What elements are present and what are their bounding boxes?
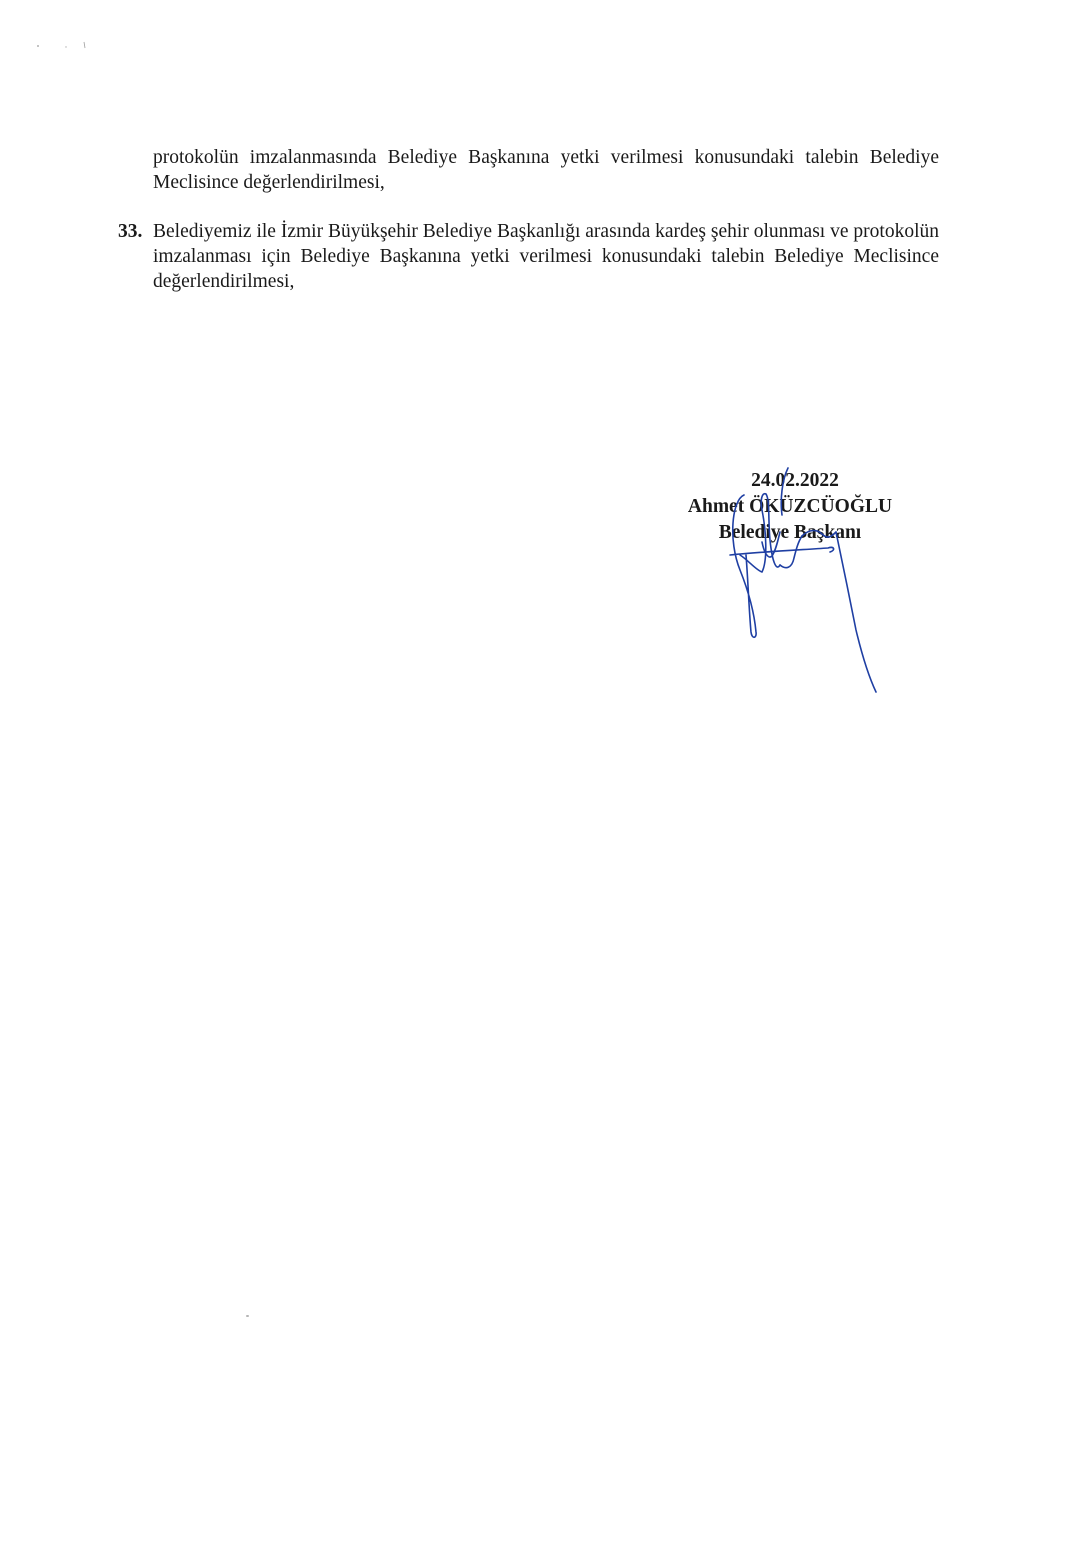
- continued-paragraph: protokolün imzalanmasında Belediye Başkanına yetki verilmesi konusundaki talebin Belediye Meclisince değerlendirilmesi,: [153, 147, 939, 193]
- signature-date: 24.02.2022: [751, 470, 839, 491]
- scan-artifact-marks: [34, 40, 94, 50]
- signatory-name: Ahmet ÖKÜZCÜOĞLU: [687, 496, 893, 517]
- item-number: 33.: [118, 221, 143, 242]
- item-text: Belediyemiz ile İzmir Büyükşehir Belediye Başkanlığı arasında kardeş şehir olunması ve protokolün imzalanması için Belediye Başkanına yetki verilmesi konusundaki talebin Belediye Meclisince değerlendirilmesi,: [153, 221, 939, 292]
- scan-speck: [246, 1315, 249, 1317]
- signatory-title: Belediye Başkanı: [718, 522, 862, 543]
- signature-block: [660, 468, 920, 546]
